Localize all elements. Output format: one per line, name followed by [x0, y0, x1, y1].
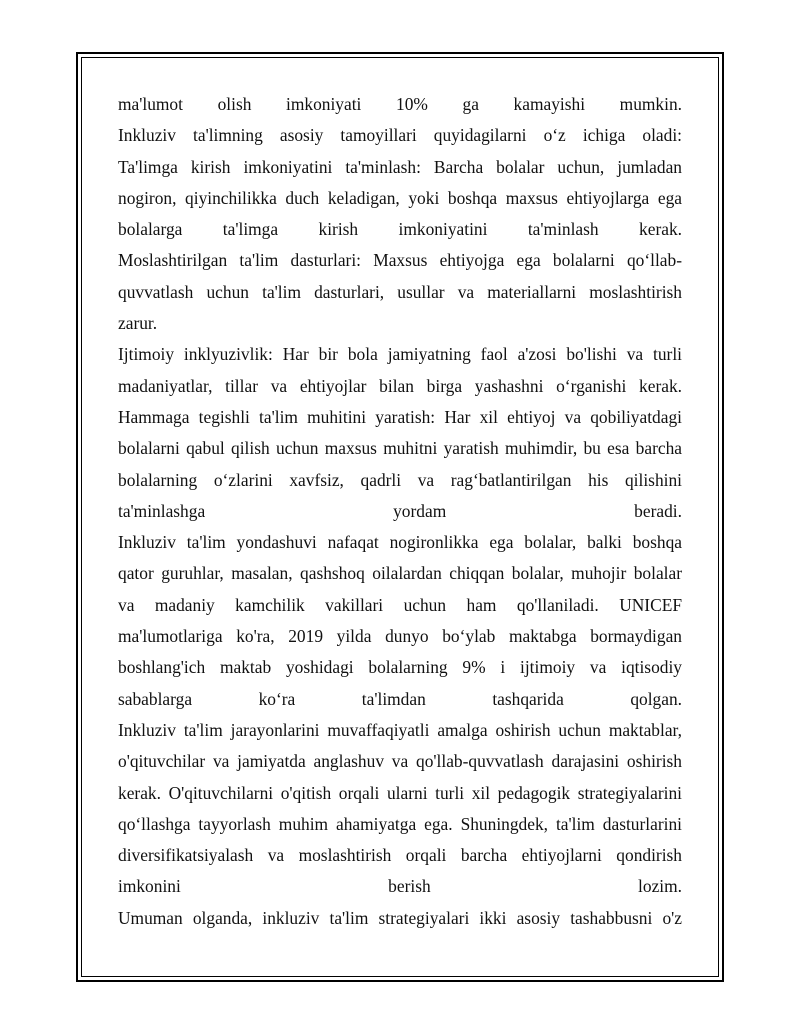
text-line: Inkluziv ta'lim yondashuvi nafaqat nogironlikka ega bolalar, balki boshqa: [118, 532, 682, 553]
text-line: zarur.: [118, 313, 158, 334]
text-line: va madaniy kamchilik vakillari uchun ham qo'llaniladi. UNICEF: [118, 594, 682, 615]
text-line: bolalarni qabul qilish uchun maxsus muhitni yaratish muhimdir, bu esa barcha: [118, 438, 682, 459]
text-line: nogiron, qiyinchilikka duch keladigan, yoki boshqa maxsus ehtiyojlarga ega: [118, 187, 682, 208]
text-line: Ijtimoiy inklyuzivlik: Har bir bola jamiyatning faol a'zosi bo'lishi va turli: [118, 344, 682, 365]
text-line: imkonini berish lozim.: [118, 876, 682, 897]
text-line: kerak. O'qituvchilarni o'qitish orqali ularni turli xil pedagogik strategiyalarini: [118, 782, 682, 803]
text-line: ma'lumot olish imkoniyati 10% ga kamayishi mumkin.: [118, 94, 682, 114]
text-line: Hammaga tegishli ta'lim muhitini yaratish: Har xil ehtiyoj va qobiliyatdagi: [118, 406, 682, 427]
text-line: Ta'limga kirish imkoniyatini ta'minlash: Barcha bolalar uchun, jumladan: [118, 156, 682, 177]
text-line: Inkluziv ta'lim jarayonlarini muvaffaqiyatli amalga oshirish uchun maktablar,: [118, 719, 682, 740]
text-line: qo‘llashga tayyorlash muhim ahamiyatga ega. Shuningdek, ta'lim dasturlarini: [118, 813, 682, 834]
text-line: quvvatlash uchun ta'lim dasturlari, usullar va materiallarni moslashtirish: [118, 281, 682, 302]
text-line: bolalarning o‘zlarini xavfsiz, qadrli va rag‘batlantirilgan his qilishini: [118, 469, 682, 490]
text-line: madaniyatlar, tillar va ehtiyojlar bilan birga yashashni o‘rganishi kerak.: [118, 375, 682, 396]
text-line: boshlang'ich maktab yoshidagi bolalarning 9% i ijtimoiy va iqtisodiy: [118, 657, 682, 678]
document-body-text: [118, 89, 682, 934]
text-line: bolalarga ta'limga kirish imkoniyatini ta'minlash kerak.: [118, 219, 682, 240]
text-line: sabablarga ko‘ra ta'limdan tashqarida qolgan.: [118, 688, 682, 709]
text-line: Moslashtirilgan ta'lim dasturlari: Maxsus ehtiyojga ega bolalarni qo‘llab-: [118, 250, 682, 271]
text-line: ta'minlashga yordam beradi.: [118, 500, 682, 521]
text-line: diversifikatsiyalash va moslashtirish orqali barcha ehtiyojlarni qondirish: [118, 845, 682, 866]
text-line: Umuman olganda, inkluziv ta'lim strategiyalari ikki asosiy tashabbusni o'z: [118, 907, 682, 928]
text-line: Inkluziv ta'limning asosiy tamoyillari quyidagilarni o‘z ichiga oladi:: [118, 125, 682, 146]
text-line: ma'lumotlariga ko'ra, 2019 yilda dunyo bo‘ylab maktabga bormaydigan: [118, 626, 682, 647]
text-line: qator guruhlar, masalan, qashshoq oilalardan chiqqan bolalar, muhojir bolalar: [118, 563, 682, 584]
text-line: o'qituvchilar va jamiyatda anglashuv va qo'llab-quvvatlash darajasini oshirish: [118, 751, 682, 772]
